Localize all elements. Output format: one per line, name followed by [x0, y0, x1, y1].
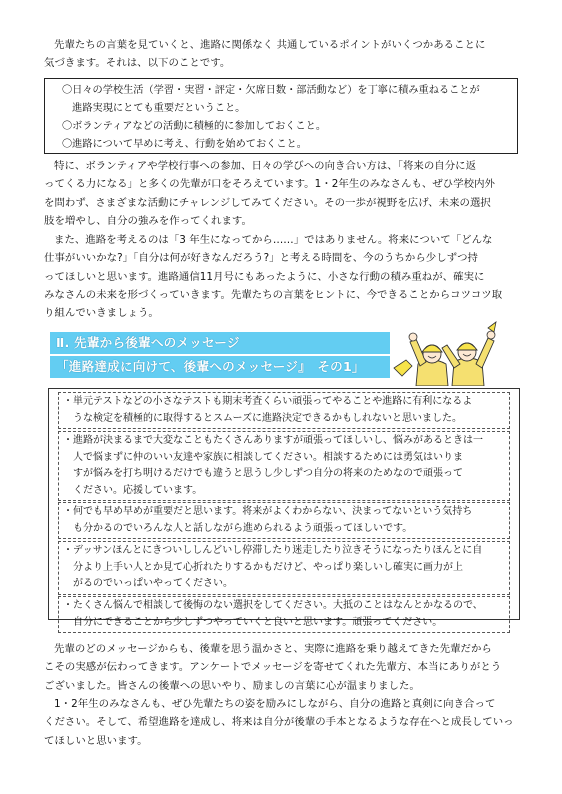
- section-heading: [50, 332, 390, 354]
- text-line: ・デッサンほんとにきついししんどいし停滞したり迷走したり泣きそうになったりほんとに自: [63, 545, 483, 556]
- text-line: がるのでいっぱいやってください。: [73, 578, 233, 590]
- helmet-icon: [457, 343, 477, 350]
- text-line: 気づきます。それは、以下のことです。: [44, 57, 231, 70]
- senior-message: [58, 431, 510, 501]
- text-line: 先輩のどのメッセージからも、後輩を思う温かさと、実際に進路を乗り越えてきた先輩だから: [54, 643, 492, 655]
- text-line: てほしいと思います。: [44, 734, 148, 747]
- text-line: 1・2年生のみなさんも、ぜひ先輩たちの姿を励みにしながら、自分の進路と真剣に向き合って: [54, 698, 496, 710]
- senior-message: [58, 596, 510, 633]
- key-point: 〇日々の学校生活（学習・実習・評定・欠席日数・部活動など）を丁寧に積み重ねることが: [62, 85, 480, 96]
- text-line: 分より上手い人とか見て心折れたりするかもだけど、やっぱり楽しいし確実に画力が上: [73, 561, 463, 573]
- fist-icon: [487, 331, 495, 339]
- text-line: ・進路が決まるまで大変なこともたくさんありますが頑張ってほしいし、悩みがあるときは一: [63, 435, 483, 446]
- students-cheering-illustration: [392, 318, 508, 386]
- section-subtitle: 「進路達成に向けて、後輩へのメッセージ』 その1」: [56, 359, 365, 374]
- text-line: ・単元テストなどの小さなテストも期末考査くらい頑張ってやることや進路に有利になるよ: [63, 396, 473, 407]
- text-line: ・たくさん悩んで相談して後悔のない選択をしてください。大抵のことはなんとかなるので、: [63, 600, 483, 611]
- text-line: また、進路を考えるのは「3 年生になってから……」ではありません。将来について「どんな: [54, 234, 493, 246]
- text-line: を問わず、さまざまな活動にチャレンジしてみてください。その一歩が視野を広げ、未来の選択: [44, 196, 491, 209]
- paragraph-activities: [44, 157, 520, 230]
- text-line: 肢を増やし、自分の強みを作ってくれます。: [44, 214, 252, 227]
- key-point: 〇進路について早めに考え、行動を始めておくこと。: [62, 139, 307, 150]
- text-line: 自分にできることから少しずつやっていくと良いと思います。頑張ってください。: [73, 616, 443, 628]
- text-line: すが悩みを打ち明けるだけでも違うと思うし少しずつ自分の将来のためなので頑張って: [73, 468, 463, 480]
- key-point: 〇ボランティアなどの活動に積極的に参加しておくこと。: [62, 121, 327, 132]
- text-line: 特に、ボランティアや学校行事への参加、日々の学びへの向き合い方は、「将来の自分に返: [54, 160, 477, 172]
- intro-paragraph: [44, 36, 520, 73]
- helmet-icon: [422, 345, 442, 352]
- paragraph-planning: [44, 231, 520, 322]
- senior-message: [58, 392, 510, 429]
- fist-icon: [409, 333, 417, 341]
- text-line: 人で悩まずに仲のいい友達や家族に相談してください。相談するためには勇気はいりま: [73, 451, 463, 463]
- key-points-box: [44, 78, 518, 154]
- section-subheading: [50, 356, 390, 378]
- section-title: Ⅱ. 先輩から後輩へのメッセージ: [56, 335, 240, 350]
- text-line: ってほしいと思います。進路通信11月号にもあったように、小さな行動の積み重ねが、確実に: [44, 270, 485, 283]
- text-line: り組んでいきましょう。: [44, 307, 159, 320]
- text-line: ください。応援しています。: [73, 484, 203, 496]
- text-line: ございました。皆さんの後輩への思いやり、励ましの言葉に心が温まりました。: [44, 679, 420, 692]
- text-line: も分かるのでいろんな人と話しながら進められるよう頑張ってほしいです。: [73, 522, 413, 534]
- raised-arm: [476, 338, 494, 368]
- text-line: ください。そして、希望進路を達成し、将来は自分が後輩の手本となるような存在へと成長していっ: [44, 716, 514, 729]
- text-line: ってくる力になる」と多くの先輩が口をそろえています。1・2年生のみなさんも、ぜひ学校内外: [44, 178, 495, 191]
- text-line: 仕事がいいかな?」「自分は何が好きなんだろう?」と考える時間を、今のうちから少しずつ持: [44, 252, 478, 265]
- key-point: 進路実現にとても重要だということ。: [62, 103, 246, 114]
- text-line: 先輩たちの言葉を見ていくと、進路に関係なく 共通しているポイントがいくつかあることに: [54, 39, 486, 51]
- senior-message: [58, 502, 510, 539]
- text-line: こその実感が伝わってきます。アンケートでメッセージを寄せてくれた先輩方、本当にありがとう: [44, 661, 502, 674]
- paragraph-closing: [44, 695, 520, 750]
- text-line: うな検定を積極的に取得するとスムーズに進路決定できるかもしれないと思いました。: [73, 412, 462, 424]
- senior-message: [58, 541, 510, 595]
- sparkle-icon: [394, 360, 412, 376]
- paragraph-thanks: [44, 640, 520, 695]
- text-line: みなさんの未来を形づくっていきます。先輩たちの言葉をヒントに、今できることからコツコツ取: [44, 288, 503, 301]
- sparkle-icon: [488, 322, 496, 332]
- text-line: ・何でも早め早めが重要だと思います。将来がよくわからない、決まってないという気持ち: [63, 506, 473, 517]
